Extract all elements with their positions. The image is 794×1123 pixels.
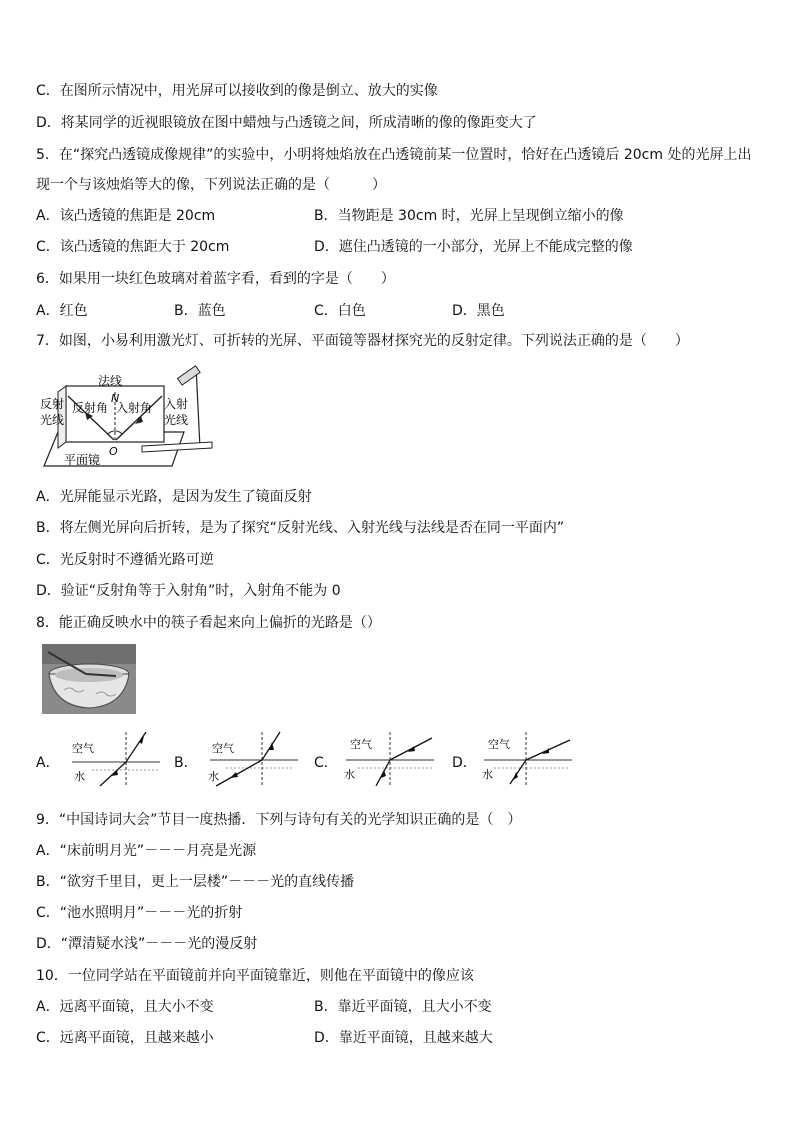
label-incident-angle: 入射角 [116,401,153,415]
q5-option-c: C．该凸透镜的焦距大于 20cm [36,239,230,255]
q10-stem: 10．一位同学站在平面镜前并向平面镜靠近，则他在平面镜中的像应该 [36,968,474,984]
label-reflected-ray-1: 反射 [40,397,65,411]
q8-option-b-diagram [202,728,302,790]
q7-option-b: B．将左侧光屏向后折转，是为了探究“反射光线、入射光线与法线是否在同一平面内” [36,520,565,536]
q8-option-c-diagram [338,728,438,790]
q8-option-d-diagram [476,728,576,790]
label-o: O [109,445,118,458]
q5-option-a: A．该凸透镜的焦距是 20cm [36,208,216,224]
reflection-apparatus-figure [38,362,218,474]
q4-option-d: D．将某同学的近视眼镜放在图中蜡烛与凸透镜之间，所成清晰的像的像距变大了 [36,115,537,131]
label-water: 水 [482,768,493,781]
q10-option-a: A．远离平面镜，且大小不变 [36,999,214,1015]
ray-arrow [542,748,549,754]
q10-option-c: C．远离平面镜，且越来越小 [36,1030,214,1046]
q9-stem: 9．“中国诗词大会”节目一度热播．下列与诗句有关的光学知识正确的是（ ） [36,812,522,828]
q5-stem-line1: 5．在“探究凸透镜成像规律”的实验中，小明将烛焰放在凸透镜前某一位置时，恰好在凸透镜后 20cm 处的光屏上出 [36,147,752,163]
label-reflected-ray-2: 光线 [40,413,65,427]
q6-option-b: B．蓝色 [174,303,226,319]
q6-option-d: D．黑色 [452,303,505,319]
q9-option-a: A．“床前明月光”－－－月亮是光源 [36,843,257,859]
q5-stem-line2: 现一个与该烛焰等大的像，下列说法正确的是（ ） [36,177,386,193]
label-air: 空气 [212,742,234,755]
label-air: 空气 [488,738,510,751]
ray-in-water [216,760,262,786]
label-mirror: 平面镜 [64,453,101,467]
photo-top-shade [42,644,136,664]
label-water: 水 [74,770,85,783]
q9-option-c: C．“池水照明月”－－－光的折射 [36,905,243,921]
label-air: 空气 [350,738,372,751]
q7-option-a: A．光屏能显示光路，是因为发生了镜面反射 [36,489,312,505]
q8-option-a-diagram [64,728,164,790]
q8-stem: 8．能正确反映水中的筷子看起来向上偏折的光路是（） [36,615,381,631]
label-incident-ray-2: 光线 [164,413,189,427]
q8-option-d-label: D． [452,755,477,771]
q8-option-b-label: B． [174,755,198,771]
label-n: N [111,392,120,405]
q6-option-a: A．红色 [36,303,88,319]
ray-arrow [230,772,238,778]
q6-option-c: C．白色 [314,303,366,319]
q4-option-c: C．在图所示情况中，用光屏可以接收到的像是倒立、放大的实像 [36,83,438,99]
ray-arrow [408,746,415,752]
chopsticks-in-bowl-photo [42,644,136,714]
ray-arrow [139,736,144,744]
q9-option-d: D．“潭清疑水浅”－－－光的漫反射 [36,936,258,952]
q6-stem: 6．如果用一块红色玻璃对着蓝字看，看到的字是（ ） [36,271,395,287]
label-incident-ray-1: 入射 [164,397,189,411]
label-reflect-angle: 反射角 [72,401,109,415]
label-air: 空气 [72,742,94,755]
q8-option-a-label: A． [36,755,60,771]
q5-option-d: D．遮住凸透镜的一小部分，光屏上不能成完整的像 [314,239,633,255]
q9-option-b: B．“欲穷千里目，更上一层楼”－－－光的直线传播 [36,874,355,890]
q7-option-c: C．光反射时不遵循光路可逆 [36,552,214,568]
ray-in-water [510,760,526,784]
label-normal: 法线 [98,374,123,388]
laser-stand-pole [196,366,200,448]
q7-option-d: D．验证“反射角等于入射角”时，入射角不能为 0 [36,583,341,599]
ray-arrow [111,770,118,776]
q5-option-b: B．当物距是 30cm 时，光屏上呈现倒立缩小的像 [314,208,624,224]
label-water: 水 [208,770,219,783]
ray-in-air [126,732,146,762]
q7-stem: 7．如图，小易利用激光灯、可折转的光屏、平面镜等器材探究光的反射定律。下列说法正确的是（ ） [36,333,689,349]
q10-option-d: D．靠近平面镜，且越来越大 [314,1030,493,1046]
q10-option-b: B．靠近平面镜，且大小不变 [314,999,492,1015]
q8-option-c-label: C． [314,755,338,771]
label-water: 水 [344,768,355,781]
